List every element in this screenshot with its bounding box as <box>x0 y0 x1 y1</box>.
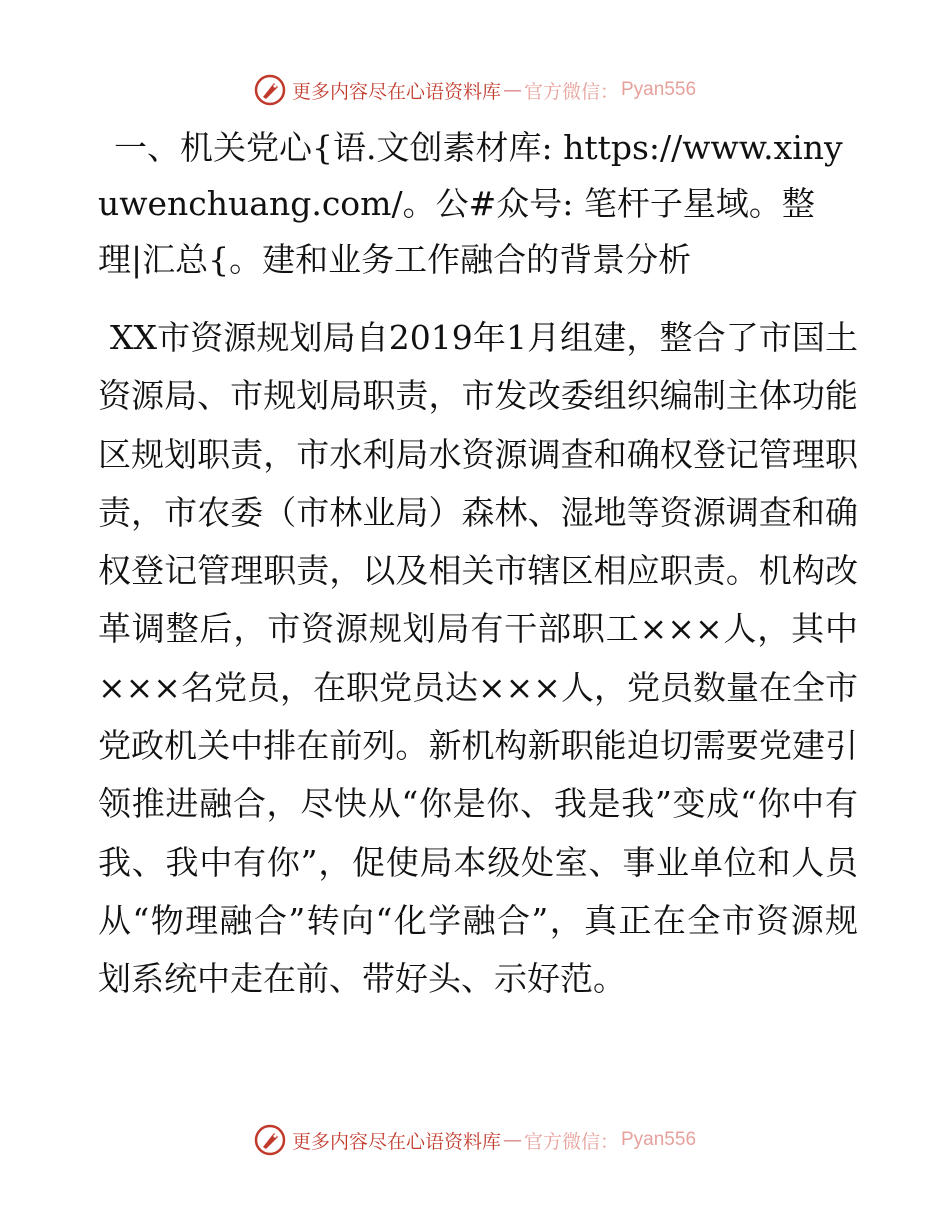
header-banner <box>0 70 950 110</box>
footer-banner <box>0 1120 950 1160</box>
banner-dash: — <box>502 79 522 101</box>
banner-official-label: 官方微信： <box>523 80 619 103</box>
banner-text: 更多内容尽在心语资料库 <box>291 80 501 103</box>
banner-wechat-id: Pyan556 <box>621 79 697 100</box>
red-pen-nib-icon <box>254 74 286 106</box>
body-paragraph: XX市资源规划局自2019年1月组建，整合了市国土资源局、市规划局职责，市发改委组织编制主体功能区规划职责，市水利局水资源调查和确权登记管理职责，市农委（市林业局）森林、湿地等资源调查和确权登记管理职责，以及相关市辖区相应职责。机构改革调整后，市资源规划局有干部职工×××人，其中×××名党员，在职党员达×××人，党员数量在全市党政机关中排在前列。新机构新职能迫切需要党建引领推进融合，尽快从“你是你、我是我”变成“你中有我、我中有你”，促使局本级处室、事业单位和人员从“物理融合”转向“化学融合”，真正在全市资源规划系统中走在前、带好头、示好范。 <box>98 318 858 999</box>
banner-wechat-id: Pyan556 <box>621 1129 697 1150</box>
banner-dash: — <box>502 1129 522 1151</box>
banner-official-label: 官方微信： <box>523 1130 619 1153</box>
red-pen-nib-icon <box>254 1124 286 1156</box>
banner-text: 更多内容尽在心语资料库 <box>291 1130 501 1153</box>
section-heading: 一、机关党心{语.文创素材库: https://www.xinyuwenchuang.com/。公#众号: 笔杆子星域。整理|汇总{。建和业务工作融合的背景分析 <box>98 128 843 279</box>
